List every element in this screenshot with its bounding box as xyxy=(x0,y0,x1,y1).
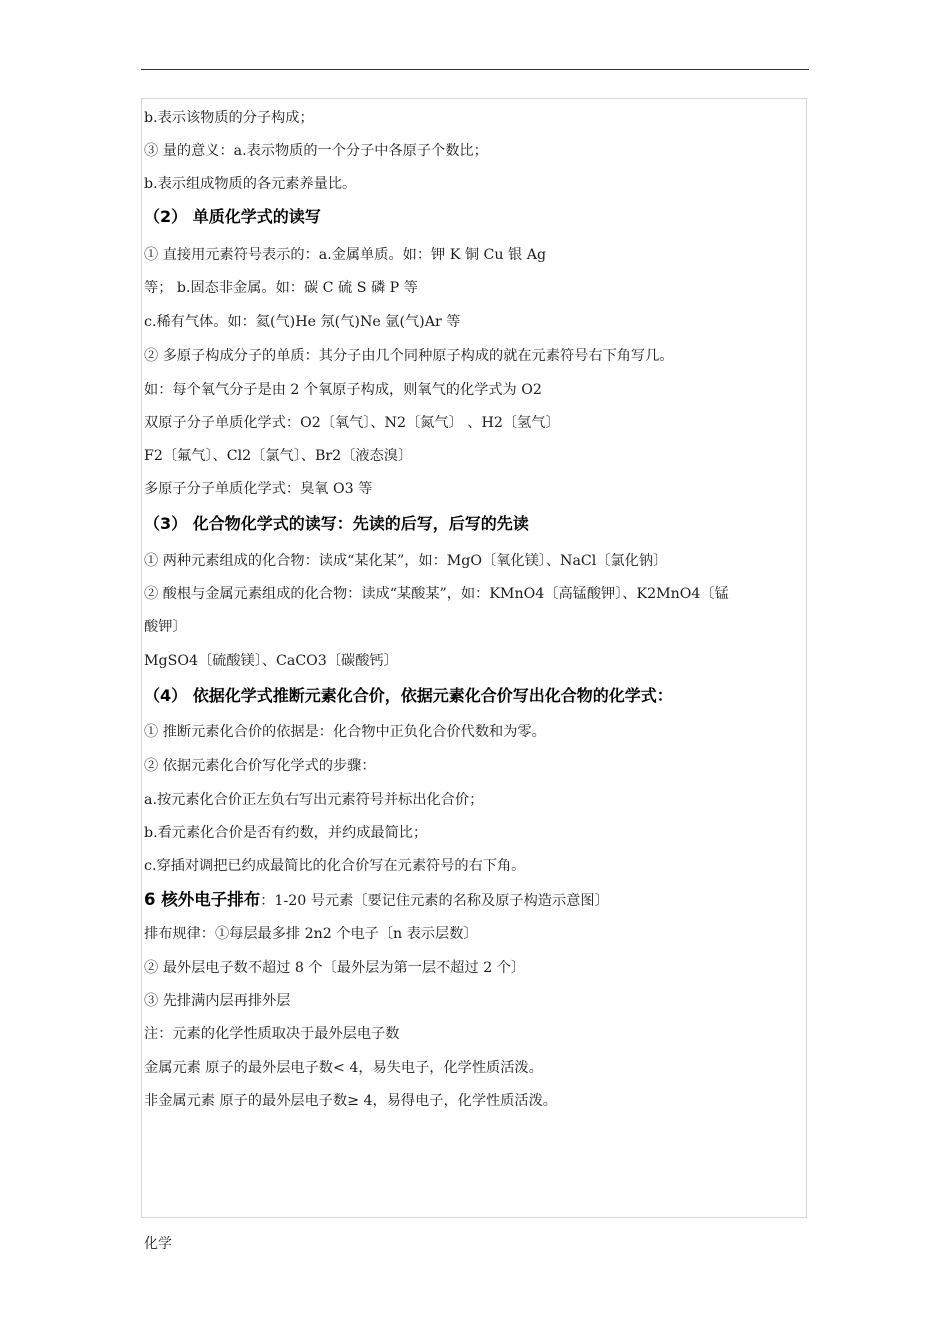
section-heading-6 xyxy=(144,890,609,911)
text-line: ② 酸根与金属元素组成的化合物：读成“某酸某”，如：KMnO4〔高锰酸钾〕、K2MnO4〔锰 xyxy=(144,586,729,602)
text-line: 排布规律：①每层最多排 2n2 个电子〔n 表示层数〕 xyxy=(144,926,478,942)
text-line: 双原子分子单质化学式：O2〔氧气〕、N2〔氮气〕 、H2〔氢气〕 xyxy=(144,415,560,431)
text-line: b.看元素化合价是否有约数，并约成最简比； xyxy=(144,825,428,841)
text-line: ③ 量的意义：a.表示物质的一个分子中各原子个数比； xyxy=(144,143,488,159)
text-line: 非金属元素 原子的最外层电子数≥ 4，易得电子，化学性质活泼。 xyxy=(144,1093,557,1109)
text-line: a.按元素化合价正左负右写出元素符号并标出化合价； xyxy=(144,792,484,808)
text-line: 等； b.固态非金属。如：碳 C 硫 S 磷 P 等 xyxy=(144,280,418,296)
text-line: ② 多原子构成分子的单质：其分子由几个同种原子构成的就在元素符号右下角写几。 xyxy=(144,348,674,364)
section-heading-2: （2） 单质化学式的读写 xyxy=(144,207,321,226)
footer-subject: 化学 xyxy=(144,1236,172,1252)
heading-6-title: 6 核外电子排布 xyxy=(144,890,261,909)
header-rule xyxy=(141,69,809,70)
heading-6-subtitle: ：1-20 号元素〔要记住元素的名称及原子构造示意图〕 xyxy=(260,893,609,909)
text-line: ① 直接用元素符号表示的：a.金属单质。如：钾 K 铜 Cu 银 Ag xyxy=(144,247,547,263)
section-heading-4: （4） 依据化学式推断元素化合价，依据元素化合价写出化合物的化学式： xyxy=(144,686,673,705)
text-line: MgSO4〔硫酸镁〕、CaCO3〔碳酸钙〕 xyxy=(144,653,398,669)
text-line: c.穿插对调把已约成最简比的化合价写在元素符号的右下角。 xyxy=(144,858,526,874)
text-line: 如：每个氧气分子是由 2 个氧原子构成，则氧气的化学式为 O2 xyxy=(144,382,542,398)
text-line: ① 推断元素化合价的依据是：化合物中正负化合价代数和为零。 xyxy=(144,724,546,740)
text-line: ② 依据元素化合价写化学式的步骤： xyxy=(144,758,376,774)
text-line: c.稀有气体。如：氦(气)He 氖(气)Ne 氩(气)Ar 等 xyxy=(144,314,461,330)
section-heading-3: （3） 化合物化学式的读写：先读的后写，后写的先读 xyxy=(144,514,529,533)
text-line: 酸钾〕 xyxy=(144,619,187,635)
text-line: ① 两种元素组成的化合物：读成“某化某”，如：MgO〔氧化镁〕、NaCl〔氯化钠〕 xyxy=(144,553,668,569)
text-line: b.表示该物质的分子构成； xyxy=(144,110,314,126)
text-line: F2〔氟气〕、Cl2〔氯气〕、Br2〔液态溴〕 xyxy=(144,448,413,464)
text-line: 多原子分子单质化学式：臭氧 O3 等 xyxy=(144,481,373,497)
text-line: b.表示组成物质的各元素养量比。 xyxy=(144,176,357,192)
text-line: 金属元素 原子的最外层电子数< 4，易失电子，化学性质活泼。 xyxy=(144,1060,543,1076)
text-line: ② 最外层电子数不超过 8 个〔最外层为第一层不超过 2 个〕 xyxy=(144,960,526,976)
text-line: ③ 先排满内层再排外层 xyxy=(144,993,291,1009)
text-line: 注：元素的化学性质取决于最外层电子数 xyxy=(144,1026,400,1042)
